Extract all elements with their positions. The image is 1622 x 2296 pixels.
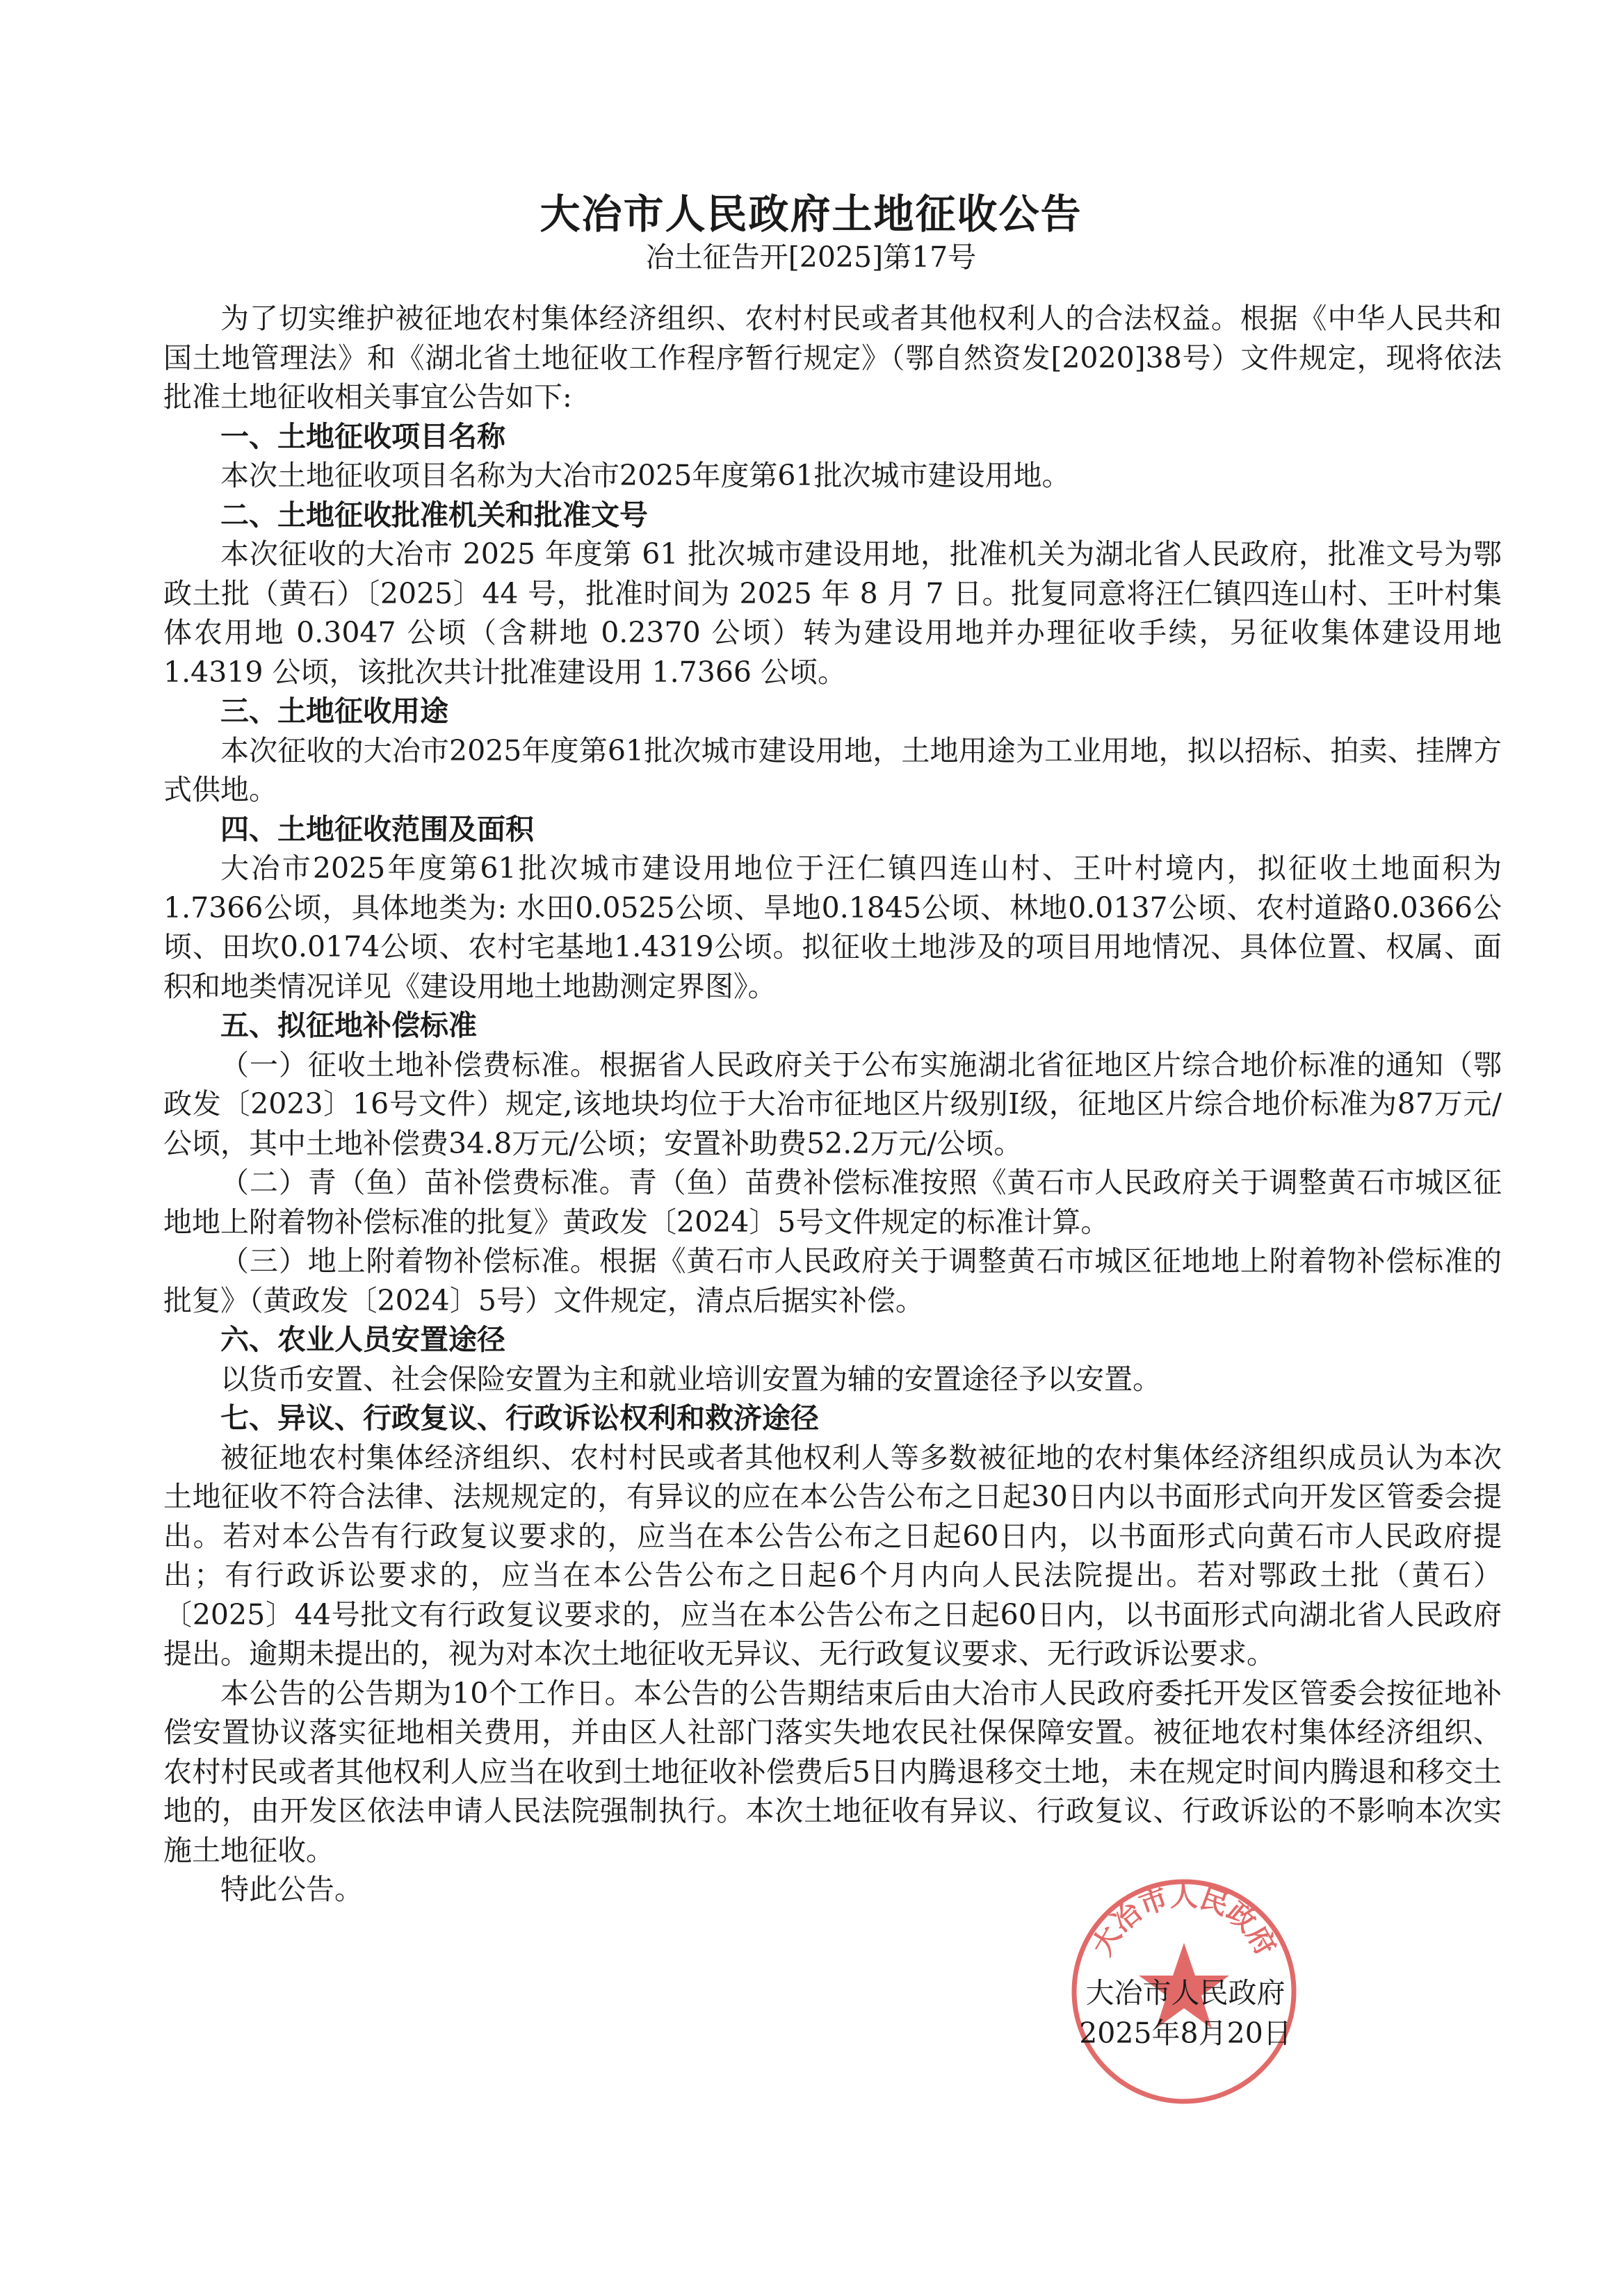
section-paragraph: 本次征收的大冶市2025年度第61批次城市建设用地，土地用途为工业用地，拟以招标、拍卖、挂牌方式供地。 [163,733,1502,806]
section-heading: 二、土地征收批准机关和批准文号 [220,498,648,532]
section-paragraph: 被征地农村集体经济组织、农村村民或者其他权利人等多数被征地的农村集体经济组织成员认为本次土地征收不符合法律、法规规定的，有异议的应在本公告公布之日起30日内以书面形式向开发区管委会提出。若对本公告有行政复议要求的，应当在本公告公布之日起60日内，以书面形式向黄石市人民政府提出；有行政诉讼要求的，应当在本公告公布之日起6个月内向人民法院提出。若对鄂政土批（黄石）〔2025〕44号批文有行政复议要求的，应当在本公告公布之日起60日内，以书面形式向湖北省人民政府提出。逾期未提出的，视为对本次土地征收无异议、无行政复议要求、无行政诉讼要求。 [163,1440,1502,1670]
section-heading: 三、土地征收用途 [220,694,448,728]
svg-text:大冶市人民政府: 大冶市人民政府 [1085,1880,1283,1961]
section-paragraph: 以货币安置、社会保险安置为主和就业培训安置为辅的安置途径予以安置。 [220,1362,1161,1396]
intro-paragraph: 为了切实维护被征地农村集体经济组织、农村村民或者其他权利人的合法权益。根据《中华人民共和国土地管理法》和《湖北省土地征收工作程序暂行规定》（鄂自然资发[2020]38号）文件规定，现将依法批准土地征收相关事宜公告如下: [163,302,1502,414]
document-number: 冶土征告开[2025]第17号 [645,241,977,274]
document-title: 大冶市人民政府土地征收公告 [540,190,1082,238]
section-paragraph: （二）青（鱼）苗补偿费标准。青（鱼）苗费补偿标准按照《黄石市人民政府关于调整黄石市城区征地地上附着物补偿标准的批复》黄政发〔2024〕5号文件规定的标准计算。 [163,1166,1502,1239]
signature-block [1053,1973,1317,2053]
section-paragraph: 大冶市2025年度第61批次城市建设用地位于汪仁镇四连山村、王叶村境内，拟征收土地面积为1.7366公顷，具体地类为: 水田0.0525公顷、旱地0.1845公顷、林地0.0137公顷、农村道路0.0366公顷、田坎0.0174公顷、农村宅基地1.4319公顷。拟征收土地涉及的项目用地情况、具体位置、权属、面积和地类情况详见《建设用地土地勘测定界图》。 [163,852,1502,1003]
section-paragraph: 本次征收的大冶市 2025 年度第 61 批次城市建设用地，批准机关为湖北省人民政府，批准文号为鄂政土批（黄石）〔2025〕44 号，批准时间为 2025 年 8 月 7 日。批复同意将汪仁镇四连山村、王叶村集体农用地 0.3047 公顷（含耕地 0.2370 公顷）转为建设用地并办理征收手续，另征收集体建设用地 1.4319 公顷，该批次共计批准建设用 1.7366 公顷。 [163,537,1502,689]
section-heading: 五、拟征地补偿标准 [220,1009,477,1042]
section-paragraph: 本公告的公告期为10个工作日。本公告的公告期结束后由大冶市人民政府委托开发区管委会按征地补偿安置协议落实征地相关费用，并由区人社部门落实失地农民社保保障安置。被征地农村集体经济组织、农村村民或者其他权利人应当在收到土地征收补偿费后5日内腾退移交土地，未在规定时间内腾退和移交土地的，由开发区依法申请人民法院强制执行。本次土地征收有异议、行政复议、行政诉讼的不影响本次实施土地征收。 [163,1676,1502,1867]
section-heading: 六、农业人员安置途径 [220,1323,505,1356]
section-heading: 七、异议、行政复议、行政诉讼权利和救济途径 [220,1401,819,1435]
closing-line: 特此公告。 [220,1873,363,1906]
section-heading: 一、土地征收项目名称 [220,419,505,453]
issue-date: 2025年8月20日 [1079,2017,1292,2050]
issuer-name: 大冶市人民政府 [1085,1976,1286,2010]
document-body [163,299,1502,1910]
section-paragraph: （三）地上附着物补偿标准。根据《黄石市人民政府关于调整黄石市城区征地地上附着物补偿标准的批复》（黄政发〔2024〕5号）文件规定，清点后据实补偿。 [163,1244,1502,1317]
section-paragraph: （一）征收土地补偿费标准。根据省人民政府关于公布实施湖北省征地区片综合地价标准的通知（鄂政发〔2023〕16号文件）规定,该地块均位于大冶市征地区片级别I级，征地区片综合地价标准为87万元/公顷，其中土地补偿费34.8万元/公顷；安置补助费52.2万元/公顷。 [163,1048,1502,1160]
section-paragraph: 本次土地征收项目名称为大冶市2025年度第61批次城市建设用地。 [220,459,1071,492]
section-heading: 四、土地征收范围及面积 [220,812,534,846]
